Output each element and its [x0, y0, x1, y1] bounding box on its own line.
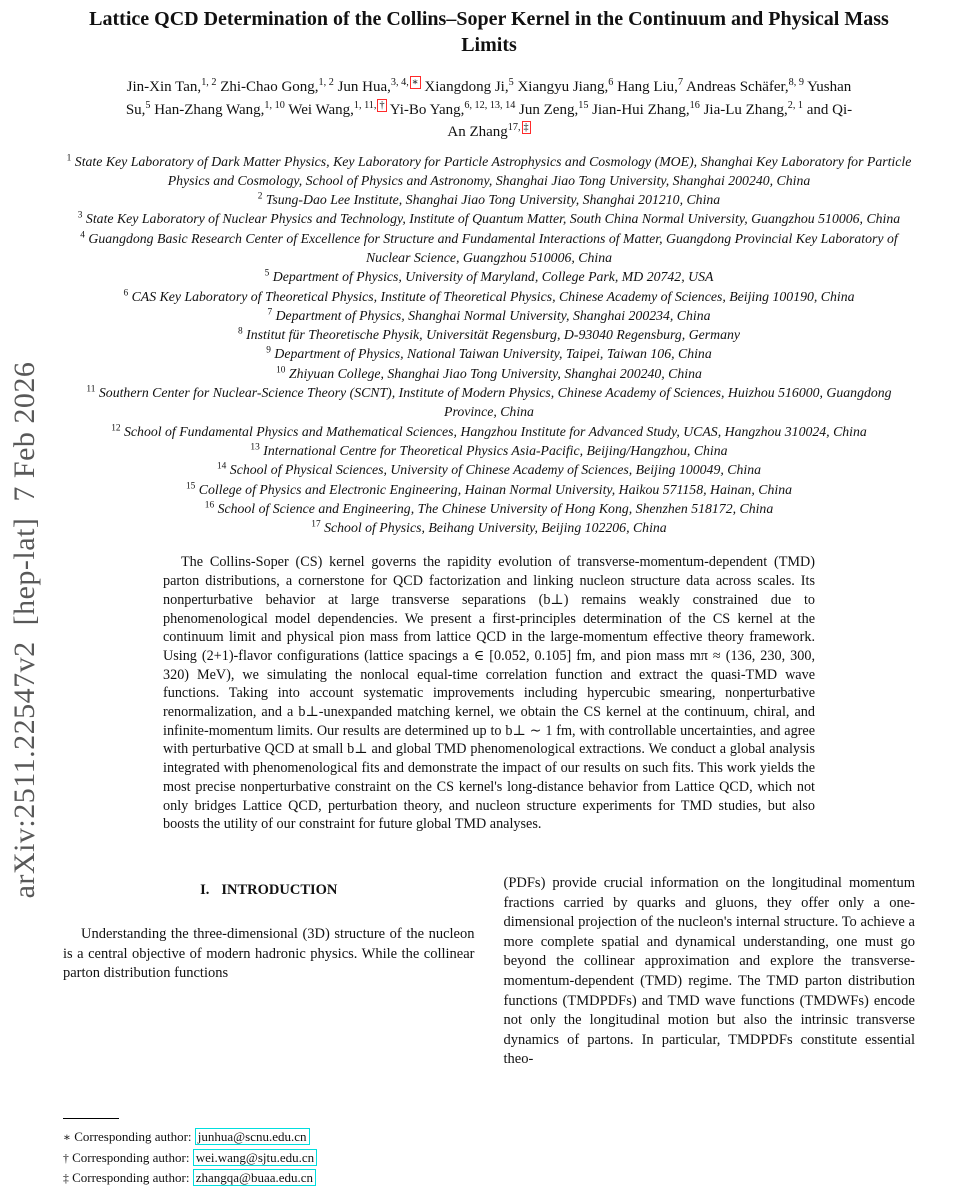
- intro-paragraph-left: Understanding the three-dimensional (3D) structure of the nucleon is a central objective of modern hadronic physics. While the collinear parton distribution functions: [63, 925, 475, 982]
- footnote-list: [63, 1128, 493, 1189]
- affiliation: $^{12}$ School of Fundamental Physics and Mathematical Sciences, Hangzhou Institute for Advanced Study, UCAS, Hangzhou 310024, China: [111, 423, 867, 439]
- author-name: Wei Wang,$^{1, 11,}$ †: [288, 99, 385, 118]
- corresponding-author-link[interactable]: ∗: [411, 77, 419, 88]
- right-column: [504, 870, 916, 1070]
- section-number: I.: [200, 881, 210, 898]
- footnote-rule: [63, 1118, 119, 1119]
- affiliation: $^{11}$ Southern Center for Nuclear-Science Theory (SCNT), Institute of Modern Physics, Chinese Academy of Sciences, Huizhou 516000, Guangdong Province, China: [86, 384, 892, 420]
- email-link[interactable]: junhua@scnu.edu.cn: [195, 1128, 310, 1145]
- paper-content: [63, 0, 915, 1070]
- affiliation: $^6$ CAS Key Laboratory of Theoretical Physics, Institute of Theoretical Physics, Chinese Academy of Sciences, Beijing 100190, China: [123, 287, 855, 304]
- author-affiliation-sup: 3, 4,: [390, 77, 409, 88]
- affiliation: $^2$ Tsung-Dao Lee Institute, Shanghai Jiao Tong University, Shanghai 201210, China: [257, 191, 721, 208]
- email-link[interactable]: zhangqa@buaa.edu.cn: [193, 1169, 316, 1186]
- author-name: and Qi-An Zhang$^{17,}$ ‡: [447, 101, 853, 140]
- author-name: Zhi-Chao Gong,$^{1, 2}$: [220, 77, 334, 95]
- author-list: [124, 76, 854, 144]
- author-affiliation-sup: 1, 10: [264, 99, 285, 111]
- affiliation: $^{14}$ School of Physical Sciences, University of Chinese Academy of Sciences, Beijing 100049, China: [216, 461, 761, 478]
- author-affiliation-sup: 16: [689, 99, 700, 111]
- author-name: Jun Hua,$^{3, 4,}$ ∗: [337, 77, 419, 95]
- author-affiliation-sup: 1, 2: [318, 77, 334, 88]
- footnote: [63, 1149, 493, 1169]
- author-name: Han-Zhang Wang,$^{1, 10}$: [154, 99, 285, 118]
- author-affiliation-sup: 6: [608, 77, 614, 88]
- author-affiliation-sup: 7: [677, 77, 684, 88]
- author-affiliation-sup: 15: [578, 99, 589, 111]
- footnote-marker: †: [63, 1151, 69, 1165]
- affiliation-list: [63, 152, 915, 538]
- author-affiliation-sup: 8, 9: [788, 77, 804, 88]
- author-name: Jun Zeng,$^{15}$: [519, 99, 589, 118]
- author-affiliation-sup: 5: [145, 99, 151, 111]
- footnote-text: Corresponding author:: [68, 1170, 193, 1185]
- author-name: Yushan Su,$^5$: [125, 79, 852, 118]
- author-affiliation-sup: 2, 1: [787, 99, 803, 111]
- author-name: Hang Liu,$^7$: [617, 77, 684, 95]
- affiliation: $^9$ Department of Physics, National Taiwan University, Taipei, Taiwan 106, China: [266, 345, 712, 362]
- arxiv-identifier: arXiv:2511.22547v2 [hep-lat] 7 Feb 2026: [8, 361, 41, 899]
- email-link[interactable]: wei.wang@sjtu.edu.cn: [193, 1149, 317, 1166]
- author-affiliation-sup: 5: [508, 77, 514, 88]
- intro-paragraph-right: (PDFs) provide crucial information on the longitudinal momentum fractions carried by quarks and gluons, they offer only a one-dimensional projection of the nucleon's internal structure. To achieve a more complete spatial and dynamical understanding, one must go beyond the collinear approximation and explore the transverse-momentum-dependent (TMD) regime. The TMD parton distribution functions (TMDPDFs) and TMD wave functions (TMDWFs) encode not only the longitudinal motion but also the intrinsic transverse dynamics of partons. In particular, TMDPDFs constitute essential theo-: [503, 874, 915, 1068]
- footnote-marker: ‡: [63, 1172, 69, 1185]
- affiliation: $^{16}$ School of Science and Engineering, The Chinese University of Hong Kong, Shenzhen 518172, China: [204, 500, 774, 516]
- author-name: Xiangdong Ji,$^5$: [424, 77, 514, 95]
- author-affiliation-sup: 1, 2: [201, 77, 217, 88]
- footnote-marker: ∗: [63, 1131, 71, 1144]
- affiliation: $^8$ Institut für Theoretische Physik, Universität Regensburg, D-93040 Regensburg, Germany: [237, 326, 741, 343]
- affiliation: $^1$ State Key Laboratory of Dark Matter Physics, Key Laboratory for Particle Astrophysics and Cosmology (MOE), Shanghai Key Laboratory for Particle Physics and Cosmology, School of Physics and Astronomy, Shanghai Jiao Tong University, Shanghai 200240, China: [66, 152, 912, 188]
- author-name: Jin-Xin Tan,$^{1, 2}$: [126, 77, 217, 95]
- author-affiliation-sup: 6, 12, 13, 14: [464, 99, 516, 111]
- section-heading: [63, 882, 475, 899]
- paper-title: Lattice QCD Determination of the Collins–Soper Kernel in the Continuum and Physical Mass Limits: [89, 8, 889, 56]
- author-name: Jian-Hui Zhang,$^{16}$: [592, 99, 700, 118]
- author-name: Jia-Lu Zhang,$^{2, 1}$: [703, 99, 803, 118]
- corresponding-author-link[interactable]: †: [379, 99, 385, 111]
- author-name: Andreas Schäfer,$^{8, 9}$: [685, 77, 804, 95]
- section-label: INTRODUCTION: [221, 881, 338, 898]
- affiliation: $^3$ State Key Laboratory of Nuclear Physics and Technology, Institute of Quantum Matter, South China Normal University, Guangzhou 510006, China: [77, 210, 901, 227]
- footnote: [63, 1128, 493, 1148]
- footnote-text: Corresponding author:: [68, 1149, 193, 1165]
- corresponding-author-link[interactable]: ‡: [523, 122, 529, 133]
- affiliation: $^{10}$ Zhiyuan College, Shanghai Jiao Tong University, Shanghai 200240, China: [276, 365, 702, 381]
- affiliation: $^5$ Department of Physics, University of Maryland, College Park, MD 20742, USA: [264, 268, 714, 285]
- affiliation: $^{17}$ School of Physics, Beihang University, Beijing 102206, China: [311, 519, 667, 536]
- affiliation: $^{13}$ International Centre for Theoretical Physics Asia-Pacific, Beijing/Hangzhou, China: [250, 442, 728, 458]
- author-affiliation-sup: 1, 11,: [353, 99, 377, 111]
- author-affiliation-sup: 17,: [507, 122, 521, 133]
- footnote-block: [63, 1118, 493, 1190]
- author-name: Yi-Bo Yang,$^{6, 12, 13, 14}$: [389, 99, 516, 118]
- affiliation: $^7$ Department of Physics, Shanghai Normal University, Shanghai 200234, China: [267, 307, 711, 323]
- author-name: Xiangyu Jiang,$^6$: [517, 77, 614, 95]
- left-column: [63, 870, 475, 1070]
- two-column-body: [63, 870, 915, 1070]
- abstract: The Collins-Soper (CS) kernel governs the rapidity evolution of transverse-momentum-dependent (TMD) parton distributions, a cornerstone for QCD factorization and linking nucleon structure data across scales. Its nonperturbative behavior at large transverse separations (b⊥) remains weakly constrained due to phenomenological model dependencies. We present a first-principles determination of the CS kernel at the continuum limit and physical pion mass from lattice QCD in the large-momentum effective theory framework. Using (2+1)-flavor configurations (lattice spacings a ∈ [0.052, 0.105] fm, and pion mass mπ ≈ (136, 230, 300, 320) MeV), we simulating the nonlocal equal-time correlation function and extract the quasi-TMD wave functions. Taking into account systematic improvements including hypercubic smearing, nonperturbative renormalization, and a b⊥-unexpanded matching kernel, we obtain the CS kernel at the continuum, chiral, and infinite-momentum limits. Our results are determined up to b⊥ ∼ 1 fm, with controllable uncertainties, and agree with perturbative QCD at small b⊥ and global TMD phenomenological extractions. We conduct a global analysis integrated with phenomenological fits and demonstrate the impact of our results on such fits. This work yields the most precise nonperturbative constraint on the CS kernel's long-distance behavior from Lattice QCD, which not only bridges Lattice QCD, perturbation theory, and nucleon structure experiments for TMD studies, but also boosts the utility of our constraint for future global TMD analyses.: [163, 554, 815, 833]
- footnote-text: Corresponding author:: [70, 1129, 195, 1144]
- affiliation: $^4$ Guangdong Basic Research Center of Excellence for Structure and Fundamental Interactions of Matter, Guangdong Provincial Key Laboratory of Nuclear Science, Guangzhou 510006, China: [80, 230, 898, 265]
- affiliation: $^{15}$ College of Physics and Electronic Engineering, Hainan Normal University, Haikou 571158, Hainan, China: [185, 480, 793, 497]
- footnote: [63, 1169, 493, 1189]
